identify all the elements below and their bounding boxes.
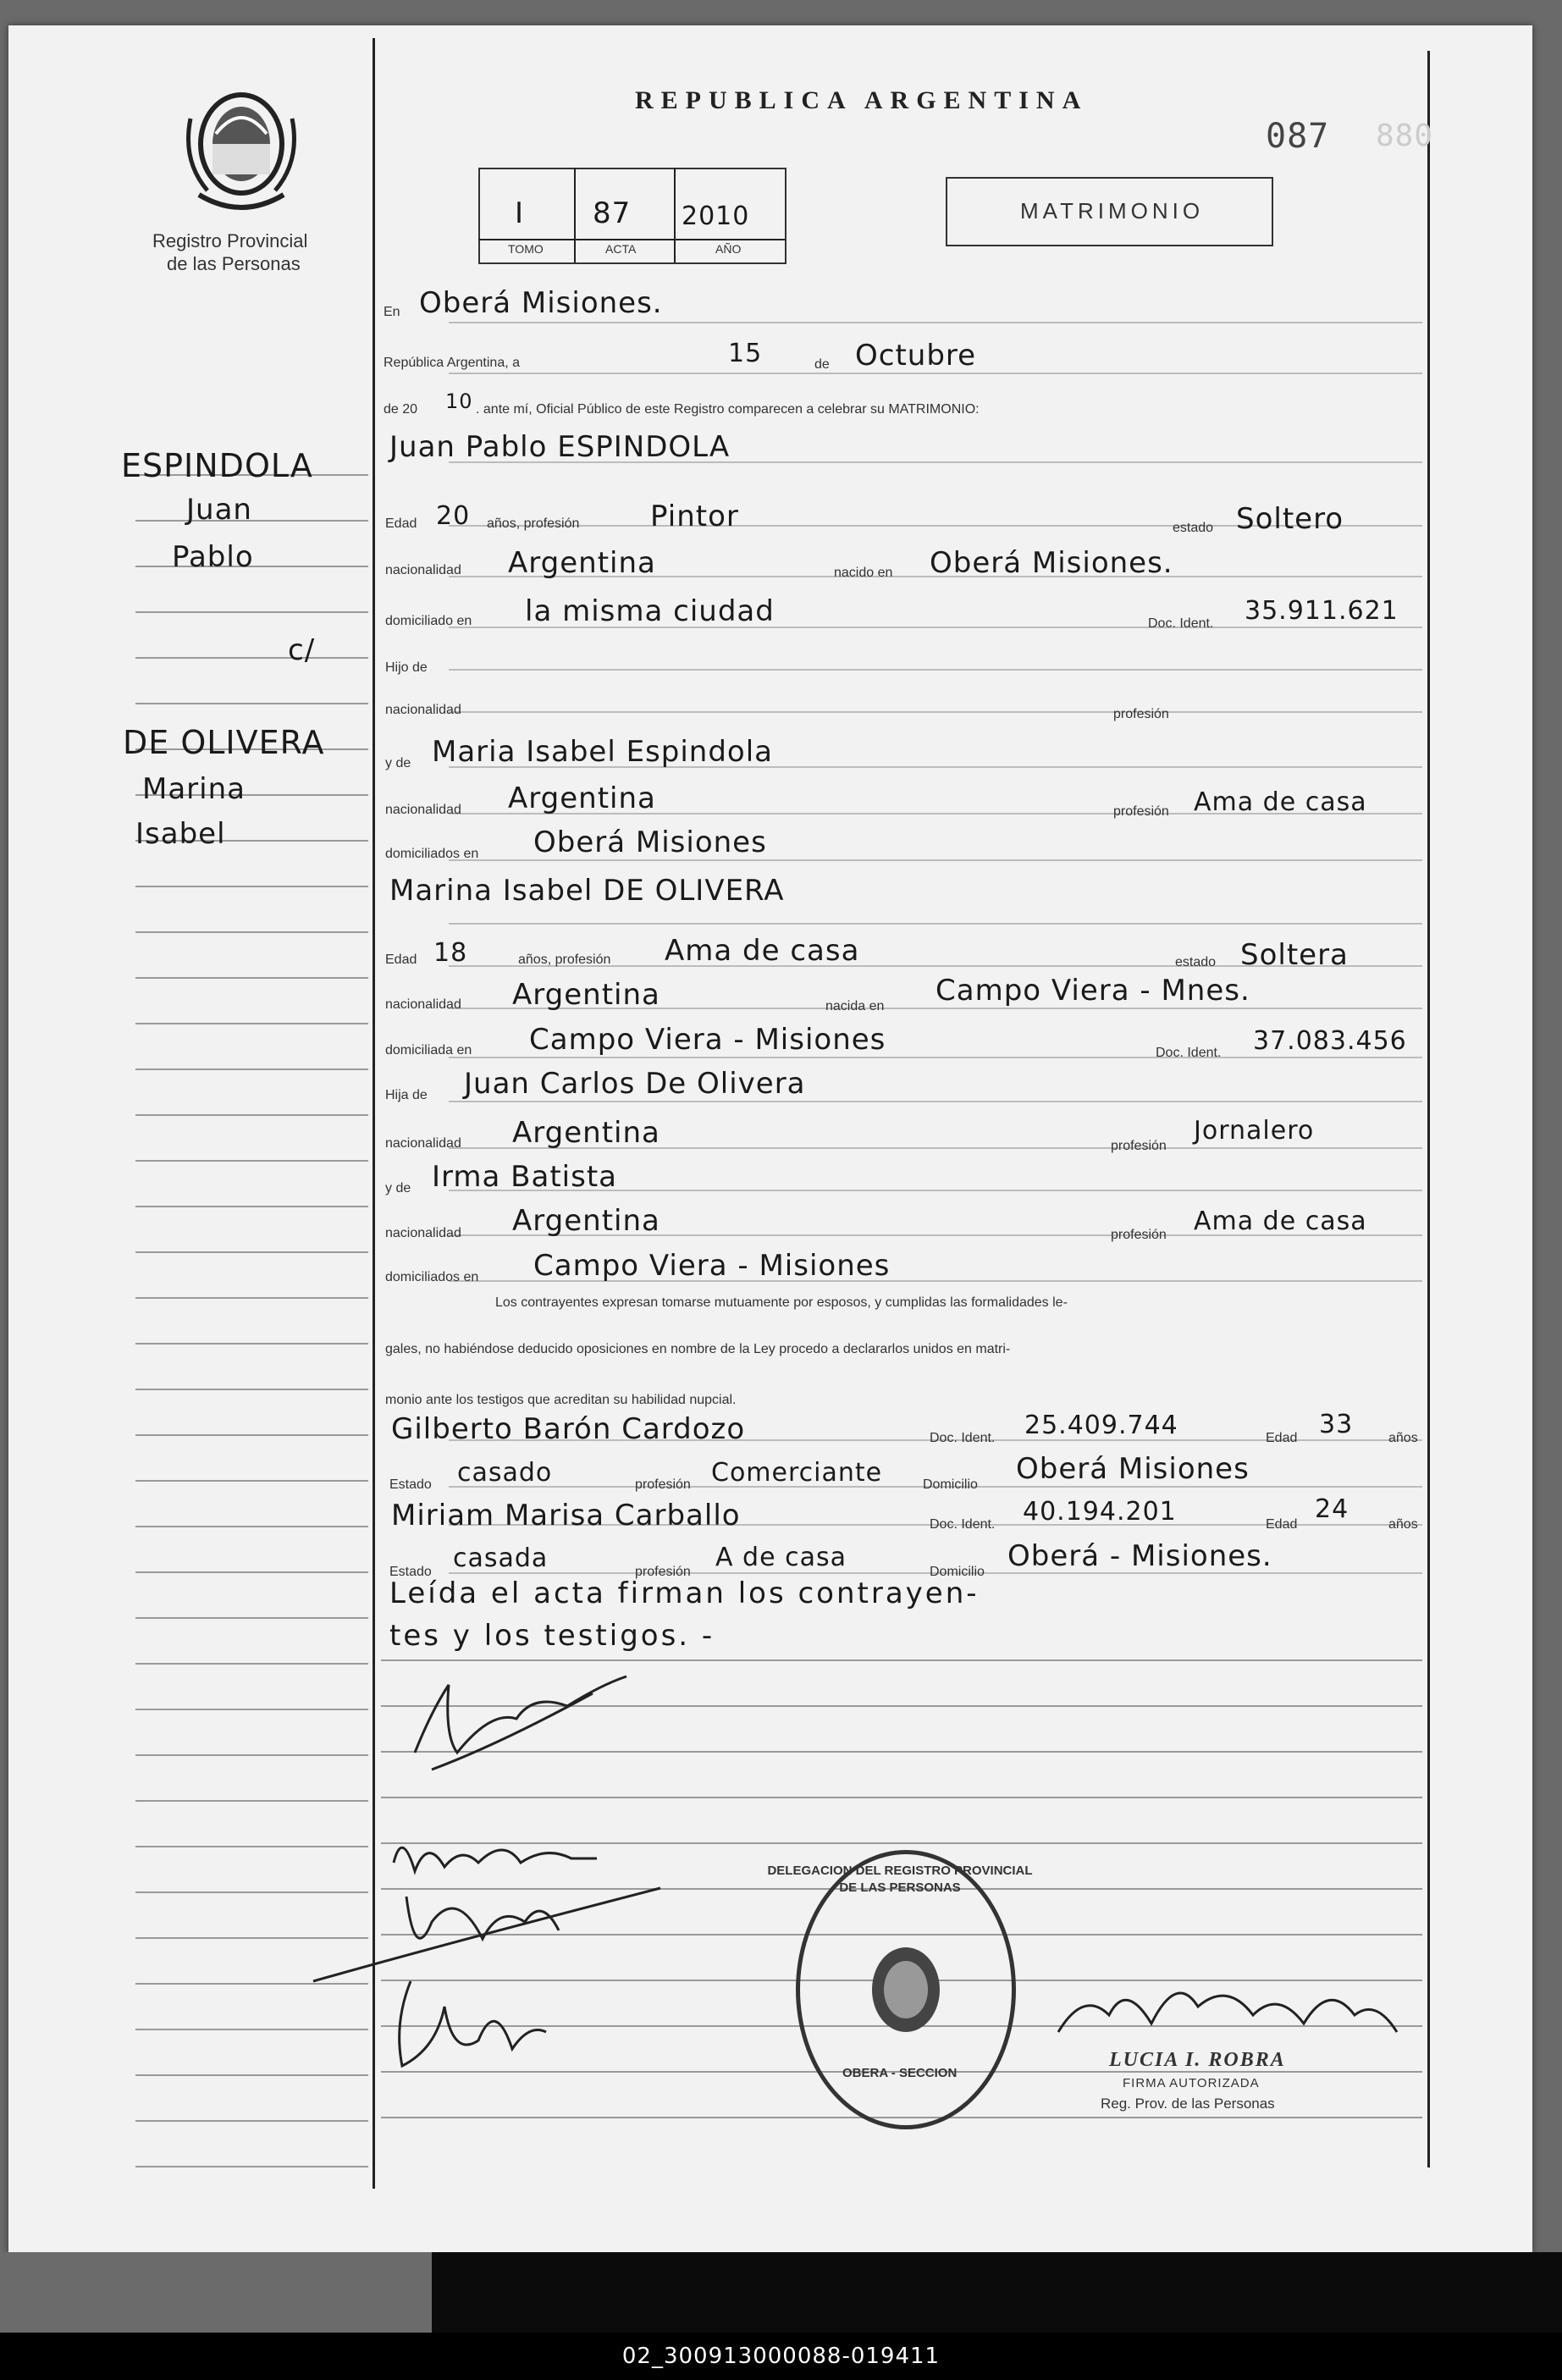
form-field-line [449, 373, 1422, 374]
act-month: Octubre [855, 339, 977, 373]
bride-mother-profession: Ama de casa [1194, 1207, 1367, 1236]
bride-father-profession: Jornalero [1194, 1116, 1315, 1146]
margin-ruled-line [135, 1160, 368, 1162]
form-field-line [449, 1101, 1422, 1102]
margin-note-connector: c/ [288, 633, 316, 667]
witness1-domicile: Oberá Misiones [1016, 1452, 1250, 1486]
groom-signature [398, 1659, 635, 1778]
margin-ruled-line [135, 1297, 368, 1299]
groom-status: Soltero [1236, 502, 1344, 536]
margin-ruled-line [135, 2029, 368, 2030]
image-identifier: 02_300913000088-019411 [621, 2344, 941, 2369]
bride-father-nationality: Argentina [512, 1116, 660, 1150]
tomo-value: I [515, 196, 525, 230]
bride-profession: Ama de casa [665, 934, 860, 968]
margin-ruled-line [135, 1114, 368, 1116]
seal-inner-text: OBERA - SECCION [842, 2066, 958, 2080]
form-field-line [449, 322, 1422, 323]
margin-ruled-line [135, 1023, 368, 1024]
act-year-suffix: 10 [445, 389, 473, 413]
bride-birthplace: Campo Viera - Mnes. [936, 974, 1250, 1008]
groom-name: Juan Pablo ESPINDOLA [389, 430, 731, 464]
margin-ruled-line [135, 2074, 368, 2076]
margin-note-given-groom: Juan [186, 493, 252, 527]
witness2-name: Miriam Marisa Carballo [391, 1499, 741, 1532]
witness2-status: casada [453, 1543, 549, 1573]
official-signature [1050, 1964, 1405, 2057]
witness1-profession: Comerciante [711, 1458, 883, 1488]
registry-name: Registro Provincial [152, 230, 308, 251]
witness1-age: 33 [1319, 1410, 1354, 1439]
margin-note-surname-bride: DE OLIVERA [123, 724, 325, 761]
act-type: MATRIMONIO [1020, 198, 1205, 224]
groom-domicile: la misma ciudad [525, 594, 775, 628]
bride-mother-nationality: Argentina [512, 1204, 660, 1238]
form-field-line [449, 859, 1422, 861]
margin-ruled-line [135, 1526, 368, 1527]
declaration-line-1: Los contrayentes expresan tomarse mutuamente por esposos, y cumplidas las formalidades le- [495, 1295, 1068, 1310]
seal-emblem-icon [864, 1943, 948, 2036]
margin-ruled-line [135, 1069, 368, 1070]
official-name: LUCIA I. ROBRA [1109, 2049, 1286, 2071]
margin-ruled-line [135, 2166, 368, 2167]
witness2-signature [385, 1973, 555, 2083]
witness1-status: casado [457, 1458, 553, 1488]
margin-ruled-line [135, 1389, 368, 1390]
margin-ruled-line [135, 977, 368, 979]
anio-value: 2010 [682, 202, 750, 231]
groom-doc: 35.911.621 [1245, 596, 1399, 626]
margin-ruled-line [135, 1800, 368, 1802]
margin-ruled-line [135, 703, 368, 704]
witness1-doc: 25.409.744 [1024, 1411, 1178, 1440]
closing-line-2: tes y los testigos. - [389, 1619, 715, 1653]
margin-ruled-line [135, 1480, 368, 1482]
groom-profession: Pintor [650, 500, 739, 533]
bride-status: Soltera [1240, 938, 1349, 972]
bride-domicile: Campo Viera - Misiones [529, 1023, 886, 1057]
official-organization: Reg. Prov. de las Personas [1101, 2096, 1275, 2112]
margin-ruled-line [135, 1846, 368, 1847]
witness2-age: 24 [1315, 1494, 1350, 1524]
anio-label: AÑO [715, 242, 742, 256]
margin-ruled-line [135, 886, 368, 887]
margin-ruled-line [135, 1206, 368, 1207]
bride-father: Juan Carlos De Olivera [464, 1067, 806, 1101]
bride-mother: Irma Batista [432, 1160, 617, 1194]
tomo-label: TOMO [508, 242, 544, 256]
form-field-line [449, 923, 1422, 925]
bride-doc: 37.083.456 [1253, 1026, 1407, 1056]
closing-line-1: Leída el acta firman los contrayen- [389, 1577, 980, 1610]
margin-divider [373, 38, 375, 2189]
margin-ruled-line [135, 1343, 368, 1345]
bride-nationality: Argentina [512, 978, 660, 1012]
official-role: FIRMA AUTORIZADA [1123, 2076, 1260, 2090]
acta-value: 87 [593, 196, 632, 230]
right-border [1427, 51, 1430, 2167]
country-heading: REPUBLICA ARGENTINA [635, 86, 1089, 114]
witness2-profession: A de casa [715, 1543, 847, 1572]
page-number-faint: 880 [1376, 119, 1434, 153]
groom-age: 20 [436, 501, 471, 531]
margin-ruled-line [135, 1251, 368, 1253]
margin-note-given-bride-2: Isabel [135, 817, 226, 851]
margin-ruled-line [135, 931, 368, 933]
groom-parents-domicile: Oberá Misiones [533, 826, 767, 859]
act-day: 15 [728, 339, 763, 368]
coat-of-arms-icon [182, 85, 301, 216]
groom-mother: Maria Isabel Espindola [432, 735, 774, 769]
witness1-signature [305, 1871, 669, 1990]
margin-ruled-line [135, 1434, 368, 1436]
witness2-domicile: Oberá - Misiones. [1007, 1539, 1272, 1573]
registry-name-2: de las Personas [167, 253, 301, 274]
form-field-line [449, 1057, 1422, 1058]
form-field-line [449, 669, 1422, 671]
act-intro: . ante mí, Oficial Público de este Registro comparecen a celebrar su MATRIMONIO: [476, 402, 980, 417]
groom-nationality: Argentina [508, 546, 656, 580]
bride-age: 18 [433, 938, 468, 968]
margin-note-given-bride: Marina [142, 772, 246, 806]
witness1-name: Gilberto Barón Cardozo [391, 1412, 746, 1446]
margin-note-surname-groom: ESPINDOLA [121, 447, 313, 484]
margin-note-given-groom-2: Pablo [172, 540, 254, 574]
seal-text: DELEGACION DEL REGISTRO PROVINCIAL DE LAS PERSONAS [767, 1864, 1033, 1895]
groom-birthplace: Oberá Misiones. [930, 546, 1173, 580]
margin-ruled-line [135, 1617, 368, 1619]
declaration-line-2: gales, no habiéndose deducido oposiciones en nombre de la Ley procedo a declararlos unidos en matri- [385, 1342, 1011, 1356]
margin-ruled-line [135, 611, 368, 613]
acta-label: ACTA [605, 242, 637, 256]
bride-name: Marina Isabel DE OLIVERA [389, 874, 785, 908]
groom-mother-nationality: Argentina [508, 781, 656, 815]
bride-parents-domicile: Campo Viera - Misiones [533, 1249, 891, 1283]
margin-ruled-line [135, 1663, 368, 1665]
margin-ruled-line [135, 1709, 368, 1710]
form-field-line [449, 711, 1422, 713]
body-ruled-line [381, 1797, 1422, 1798]
margin-ruled-line [135, 657, 368, 659]
groom-mother-profession: Ama de casa [1194, 787, 1367, 817]
act-place: Oberá Misiones. [419, 286, 663, 320]
margin-ruled-line [135, 1754, 368, 1756]
witness2-doc: 40.194.201 [1023, 1497, 1177, 1527]
page-number: 087 [1266, 117, 1330, 156]
margin-ruled-line [135, 1571, 368, 1573]
declaration-line-3: monio ante los testigos que acreditan su habilidad nupcial. [385, 1393, 737, 1407]
margin-ruled-line [135, 2120, 368, 2122]
